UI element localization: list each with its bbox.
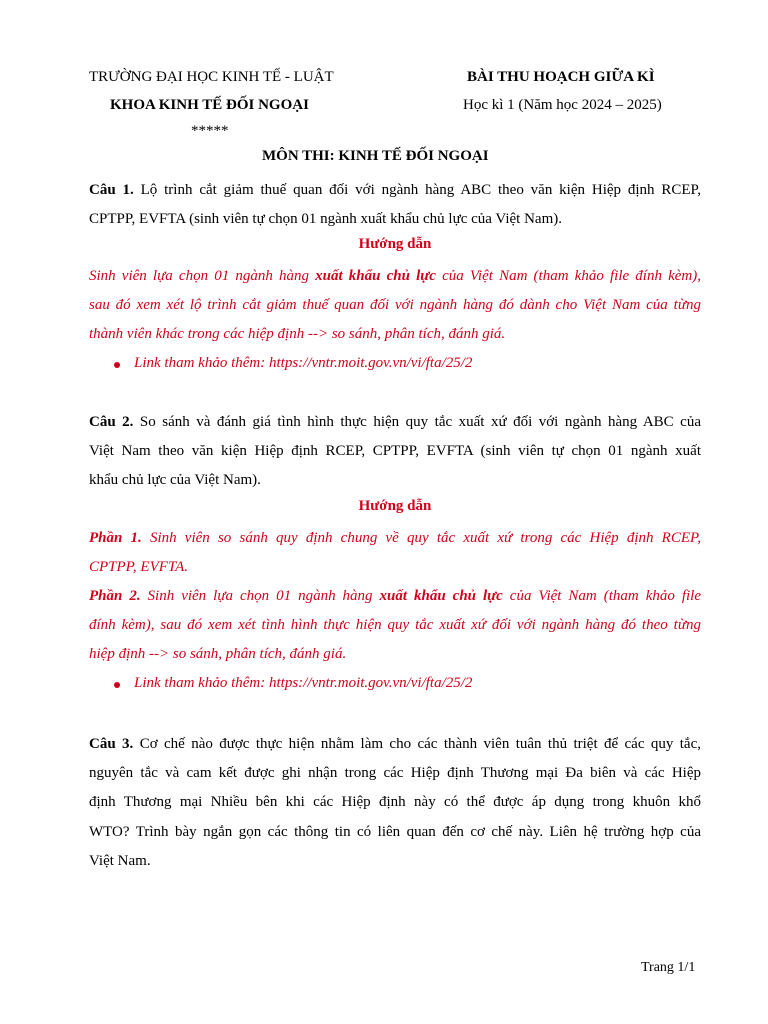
page-number: Trang 1/1: [641, 960, 696, 975]
question-1-reference-link[interactable]: Link tham khảo thêm: https://vntr.moit.gov.vn/vi/fta/25/2: [134, 355, 473, 371]
bullet-icon: [113, 681, 121, 689]
question-1-guide: [89, 262, 701, 350]
question-3-label: Câu 3.: [89, 736, 134, 752]
part-1-label: Phần 1.: [89, 530, 142, 546]
guide-emphasis: xuất khẩu chủ lực: [315, 268, 436, 284]
part-1-line-2: CPTPP, EVFTA.: [89, 559, 189, 576]
part-1-line-1: [89, 524, 701, 553]
question-1-guide-line-3: thành viên khác trong các hiệp định --> so sánh, phân tích, đánh giá.: [89, 326, 506, 343]
subject-title: MÔN THI: KINH TẾ ĐỐI NGOẠI: [262, 148, 489, 164]
question-3-line-1: [89, 730, 701, 759]
question-2-guide-part-2: [89, 582, 701, 670]
guide-text: Sinh viên lựa chọn 01 ngành hàng: [89, 268, 316, 284]
question-3-line-4: WTO? Trình bày ngắn gọn các thông tin có liên quan đến cơ chế này. Liên hệ trường hợp của: [89, 823, 701, 840]
question-1: [89, 176, 701, 234]
part-1-text: Sinh viên so sánh quy định chung về quy tắc xuất xứ trong các Hiệp định RCEP,: [141, 530, 701, 546]
guide-emphasis: xuất khẩu chủ lực: [379, 588, 503, 604]
question-1-label: Câu 1.: [89, 182, 134, 198]
semester-info: Học kì 1 (Năm học 2024 – 2025): [463, 97, 662, 113]
question-1-line-1: [89, 176, 701, 205]
question-1-guide-line-1: [89, 262, 701, 291]
question-1-text-1: Lộ trình cắt giảm thuế quan đối với ngành hàng ABC theo văn kiện Hiệp định RCEP,: [133, 182, 701, 198]
bullet-icon: [113, 361, 121, 369]
part-2-label: Phần 2.: [89, 588, 141, 604]
part-2-line-3: hiệp định --> so sánh, phân tích, đánh giá.: [89, 646, 347, 663]
question-3-line-3: định Thương mại Nhiều bên khi các Hiệp định này có thể được áp dụng trong khuôn khổ: [89, 794, 701, 811]
question-3-line-2: nguyên tắc và cam kết được ghi nhận trong các Hiệp định Thương mại Đa biên và các Hiệp: [89, 765, 701, 782]
guide-text: của Việt Nam (tham khảo file đính kèm),: [435, 268, 701, 284]
part-2-text: của Việt Nam (tham khảo file: [502, 588, 702, 604]
question-2-line-3: khẩu chủ lực của Việt Nam).: [89, 472, 261, 489]
question-2-label: Câu 2.: [89, 414, 134, 430]
part-2-line-1: [89, 582, 701, 611]
university-name: TRƯỜNG ĐẠI HỌC KINH TẾ - LUẬT: [89, 69, 334, 85]
question-2-reference-link[interactable]: Link tham khảo thêm: https://vntr.moit.gov.vn/vi/fta/25/2: [134, 675, 473, 691]
question-2-guide-part-1: [89, 524, 701, 582]
question-2-line-1: [89, 408, 701, 437]
question-1-guide-title: Hướng dẫn: [358, 236, 432, 252]
part-2-text: Sinh viên lựa chọn 01 ngành hàng: [140, 588, 380, 604]
question-3-text-1: Cơ chế nào được thực hiện nhằm làm cho các thành viên tuân thủ triệt để các quy tắc,: [133, 736, 701, 752]
question-1-guide-line-2: sau đó xem xét lộ trình cắt giảm thuế quan đối với ngành hàng đó dành cho Việt Nam của từng: [89, 297, 701, 314]
question-2-line-2: Việt Nam theo văn kiện Hiệp định RCEP, CPTPP, EVFTA (sinh viên tự chọn 01 ngành xuất: [89, 443, 701, 460]
question-2-text-1: So sánh và đánh giá tình hình thực hiện quy tắc xuất xứ đối với ngành hàng ABC của: [133, 414, 701, 430]
question-2: [89, 408, 701, 496]
question-3-line-5: Việt Nam.: [89, 852, 151, 869]
question-1-line-2: CPTPP, EVFTA (sinh viên tự chọn 01 ngành xuất khẩu chủ lực của Việt Nam).: [89, 211, 562, 228]
question-3: [89, 730, 701, 876]
header-stars: *****: [191, 123, 229, 139]
part-2-line-2: đính kèm), sau đó xem xét tình hình thực hiện quy tắc xuất xứ đối với ngành hàng đó theo từng: [89, 617, 701, 634]
question-2-guide-title: Hướng dẫn: [358, 498, 432, 514]
report-title: BÀI THU HOẠCH GIỮA KÌ: [467, 69, 655, 85]
faculty-name: KHOA KINH TẾ ĐỐI NGOẠI: [110, 97, 309, 113]
